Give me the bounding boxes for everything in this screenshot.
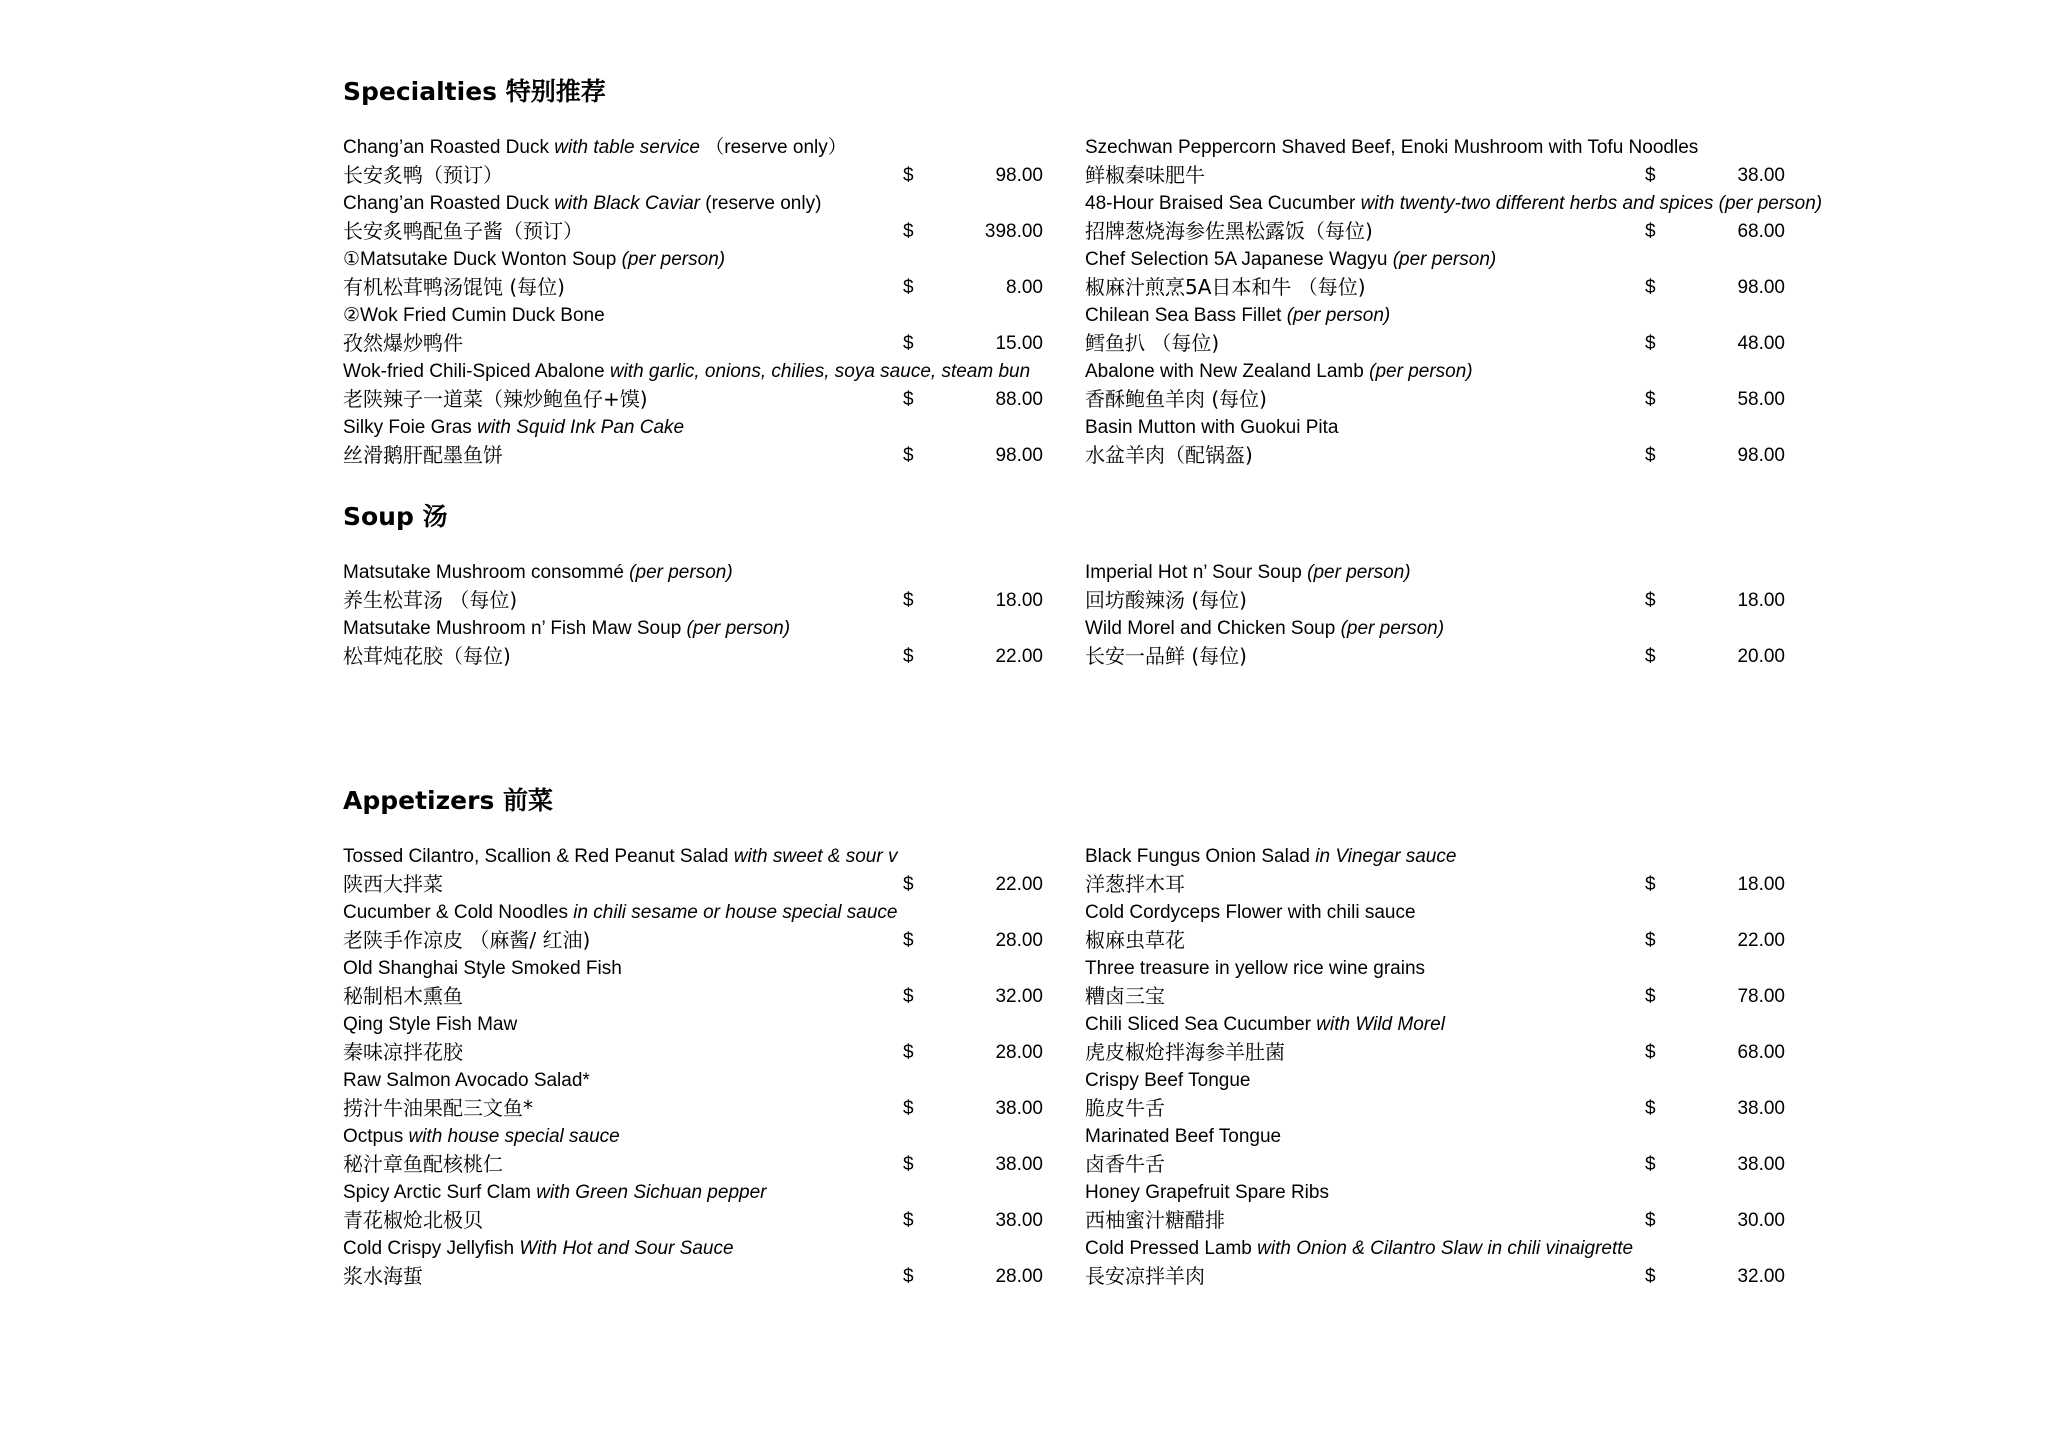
item-name: Cold Cordyceps Flower with chili sauce xyxy=(1085,902,1416,923)
item-english-line xyxy=(343,617,790,641)
item-price: 28.00 xyxy=(995,1042,1043,1063)
item-english-line xyxy=(343,1013,517,1037)
appetizers-left-column xyxy=(343,845,1103,1293)
item-english-line xyxy=(1085,360,1473,384)
item-name: Black Fungus Onion Salad xyxy=(1085,846,1310,867)
item-chinese-name: 长安炙鸭配鱼子酱（预订） xyxy=(343,219,583,243)
item-chinese-name: 長安凉拌羊肉 xyxy=(1085,1264,1205,1288)
item-price: 32.00 xyxy=(995,986,1043,1007)
item-name: ②Wok Fried Cumin Duck Bone xyxy=(343,305,605,326)
currency-symbol: $ xyxy=(1645,1210,1656,1231)
item-name: Cucumber & Cold Noodles xyxy=(343,902,568,923)
item-chinese-name: 虎皮椒炝拌海参羊肚菌 xyxy=(1085,1040,1285,1064)
item-english-line xyxy=(343,248,725,272)
item-english-line xyxy=(1085,1069,1250,1093)
item-name: Honey Grapefruit Spare Ribs xyxy=(1085,1182,1329,1203)
item-english-line xyxy=(343,561,733,585)
item-description: (per person) xyxy=(621,249,726,270)
soup-title: Soup 汤 xyxy=(343,502,448,531)
specialties-right-column xyxy=(1085,136,1845,472)
menu-item xyxy=(343,1181,1103,1237)
item-description: with Squid Ink Pan Cake xyxy=(477,417,685,438)
menu-item xyxy=(343,248,1103,304)
menu-item xyxy=(343,192,1103,248)
item-description: (per person) xyxy=(1307,562,1411,583)
currency-symbol: $ xyxy=(903,1154,914,1175)
currency-symbol: $ xyxy=(1645,874,1656,895)
item-price: 18.00 xyxy=(995,590,1043,611)
item-chinese-name: 孜然爆炒鸭件 xyxy=(343,331,463,355)
item-price: 398.00 xyxy=(984,221,1043,242)
item-name: Szechwan Peppercorn Shaved Beef, Enoki Mushroom with Tofu Noodles xyxy=(1085,137,1699,158)
currency-symbol: $ xyxy=(903,165,914,186)
item-chinese-name: 椒麻汁煎烹5A日本和牛 （每位) xyxy=(1085,275,1366,299)
item-chinese-name: 老陕手作凉皮 （麻酱/ 红油) xyxy=(343,928,591,952)
item-chinese-name: 招牌葱烧海参佐黑松露饭（每位) xyxy=(1085,219,1373,243)
menu-item xyxy=(343,1125,1103,1181)
currency-symbol: $ xyxy=(903,1266,914,1287)
currency-symbol: $ xyxy=(1645,646,1656,667)
currency-symbol: $ xyxy=(1645,165,1656,186)
item-description: with Onion & Cilantro Slaw in chili vinaigrette xyxy=(1257,1238,1634,1259)
item-name: Chang’an Roasted Duck xyxy=(343,137,549,158)
item-name: 48-Hour Braised Sea Cucumber xyxy=(1085,193,1356,214)
menu-item xyxy=(343,1237,1103,1293)
currency-symbol: $ xyxy=(1645,445,1656,466)
item-price: 38.00 xyxy=(1737,1154,1785,1175)
item-description: (per person) xyxy=(1286,305,1391,326)
item-english-line xyxy=(343,360,1031,384)
item-english-line xyxy=(343,416,684,440)
item-price: 18.00 xyxy=(1737,590,1785,611)
soup-right-column xyxy=(1085,561,1845,673)
currency-symbol: $ xyxy=(1645,1042,1656,1063)
item-description: with Wild Morel xyxy=(1316,1014,1445,1035)
item-chinese-name: 西柚蜜汁糖醋排 xyxy=(1085,1208,1225,1232)
item-name: Silky Foie Gras xyxy=(343,417,472,438)
item-english-line xyxy=(343,304,605,328)
item-price: 8.00 xyxy=(1006,277,1043,298)
menu-item xyxy=(343,561,1103,617)
item-english-line xyxy=(343,136,847,160)
menu-item xyxy=(1085,1013,1845,1069)
menu-item xyxy=(343,416,1103,472)
item-price: 98.00 xyxy=(1737,277,1785,298)
currency-symbol: $ xyxy=(1645,1266,1656,1287)
menu-item xyxy=(1085,1125,1845,1181)
menu-item xyxy=(1085,1237,1845,1293)
item-chinese-name: 有机松茸鸭汤馄饨 (每位) xyxy=(343,275,565,299)
item-name: ①Matsutake Duck Wonton Soup xyxy=(343,249,617,270)
item-english-line xyxy=(343,1069,590,1093)
item-name: Qing Style Fish Maw xyxy=(343,1014,518,1035)
currency-symbol: $ xyxy=(903,874,914,895)
item-price: 38.00 xyxy=(1737,165,1785,186)
item-name: Matsutake Mushroom consommé xyxy=(343,562,624,583)
item-price: 38.00 xyxy=(995,1210,1043,1231)
menu-item xyxy=(1085,901,1845,957)
item-description: with garlic, onions, chilies, soya sauce, steam bun xyxy=(609,361,1031,382)
item-english-line xyxy=(1085,1237,1633,1261)
item-description: (per person) xyxy=(686,618,791,639)
item-name: Chef Selection 5A Japanese Wagyu xyxy=(1085,249,1388,270)
menu-item xyxy=(1085,845,1845,901)
currency-symbol: $ xyxy=(1645,986,1656,1007)
item-english-line xyxy=(343,957,622,981)
item-price: 30.00 xyxy=(1737,1210,1785,1231)
item-price: 58.00 xyxy=(1737,389,1785,410)
item-name: Chilean Sea Bass Fillet xyxy=(1085,305,1282,326)
item-name: Spicy Arctic Surf Clam xyxy=(343,1182,531,1203)
item-chinese-name: 秘制梠木熏鱼 xyxy=(343,984,463,1008)
item-english-line xyxy=(1085,901,1416,925)
item-english-line xyxy=(1085,1125,1281,1149)
item-chinese-name: 回坊酸辣汤 (每位) xyxy=(1085,588,1247,612)
item-english-line xyxy=(343,1125,620,1149)
item-english-line xyxy=(1085,1013,1445,1037)
menu-item xyxy=(1085,957,1845,1013)
item-chinese-name: 捞汁牛油果配三文鱼* xyxy=(343,1096,533,1120)
item-name: Chili Sliced Sea Cucumber xyxy=(1085,1014,1311,1035)
item-chinese-name: 椒麻虫草花 xyxy=(1085,928,1185,952)
menu-item xyxy=(343,1013,1103,1069)
menu-item xyxy=(343,901,1103,957)
item-name: Wild Morel and Chicken Soup xyxy=(1085,618,1336,639)
item-note: （reserve only） xyxy=(705,137,847,158)
item-english-line xyxy=(343,192,821,216)
soup-left-column xyxy=(343,561,1103,673)
menu-item xyxy=(1085,360,1845,416)
item-name: Chang’an Roasted Duck xyxy=(343,193,549,214)
item-chinese-name: 鳕鱼扒 （每位) xyxy=(1085,331,1220,355)
item-english-line xyxy=(1085,192,1822,216)
menu-item xyxy=(343,360,1103,416)
item-chinese-name: 洋葱拌木耳 xyxy=(1085,872,1185,896)
currency-symbol: $ xyxy=(1645,1098,1656,1119)
currency-symbol: $ xyxy=(1645,221,1656,242)
item-english-line xyxy=(1085,416,1338,440)
currency-symbol: $ xyxy=(903,389,914,410)
menu-item xyxy=(343,136,1103,192)
item-english-line xyxy=(343,901,896,925)
item-name: Raw Salmon Avocado Salad* xyxy=(343,1070,590,1091)
item-chinese-name: 养生松茸汤 （每位) xyxy=(343,588,518,612)
currency-symbol: $ xyxy=(903,930,914,951)
currency-symbol: $ xyxy=(903,221,914,242)
specialties-left-column xyxy=(343,136,1103,472)
item-chinese-name: 浆水海蜇 xyxy=(343,1264,423,1288)
item-name: Three treasure in yellow rice wine grains xyxy=(1085,958,1426,979)
specialties-title: Specialties 特别推荐 xyxy=(343,77,606,106)
currency-symbol: $ xyxy=(1645,277,1656,298)
item-name: Abalone with New Zealand Lamb xyxy=(1085,361,1364,382)
menu-item xyxy=(1085,416,1845,472)
menu-item xyxy=(1085,617,1845,673)
item-description: in Vinegar sauce xyxy=(1315,846,1457,867)
item-description: with table service xyxy=(554,137,700,158)
appetizers-title: Appetizers 前菜 xyxy=(343,786,554,815)
currency-symbol: $ xyxy=(903,333,914,354)
item-price: 48.00 xyxy=(1737,333,1785,354)
item-price: 38.00 xyxy=(995,1098,1043,1119)
item-chinese-name: 陕西大拌菜 xyxy=(343,872,443,896)
item-chinese-name: 丝滑鹅肝配墨鱼饼 xyxy=(343,443,503,467)
item-price: 28.00 xyxy=(995,930,1043,951)
item-english-line xyxy=(1085,1181,1329,1205)
item-description: with twenty-two different herbs and spices (per person) xyxy=(1360,193,1823,214)
item-english-line xyxy=(1085,957,1425,981)
item-price: 98.00 xyxy=(1737,445,1785,466)
menu-item xyxy=(343,1069,1103,1125)
item-description: in chili sesame or house special sauce xyxy=(573,902,898,923)
item-price: 38.00 xyxy=(995,1154,1043,1175)
currency-symbol: $ xyxy=(1645,333,1656,354)
menu-item xyxy=(1085,248,1845,304)
item-chinese-name: 老陕辣子一道菜（辣炒鲍鱼仔+馍) xyxy=(343,387,648,411)
item-price: 15.00 xyxy=(995,333,1043,354)
item-description: with Green Sichuan pepper xyxy=(536,1182,767,1203)
menu-item xyxy=(1085,1181,1845,1237)
item-price: 20.00 xyxy=(1737,646,1785,667)
item-english-line xyxy=(1085,617,1444,641)
item-english-line xyxy=(343,845,896,869)
item-chinese-name: 卤香牛舌 xyxy=(1085,1152,1165,1176)
currency-symbol: $ xyxy=(903,590,914,611)
item-chinese-name: 青花椒炝北极贝 xyxy=(343,1208,483,1232)
item-english-line xyxy=(343,1237,734,1261)
item-chinese-name: 秘汁章鱼配核桃仁 xyxy=(343,1152,503,1176)
item-price: 22.00 xyxy=(995,874,1043,895)
item-price: 78.00 xyxy=(1737,986,1785,1007)
item-name: Cold Crispy Jellyfish xyxy=(343,1238,515,1259)
currency-symbol: $ xyxy=(1645,389,1656,410)
currency-symbol: $ xyxy=(1645,590,1656,611)
currency-symbol: $ xyxy=(903,646,914,667)
currency-symbol: $ xyxy=(903,1098,914,1119)
item-name: Imperial Hot n’ Sour Soup xyxy=(1085,562,1302,583)
item-chinese-name: 松茸炖花胶（每位) xyxy=(343,644,511,668)
menu-item xyxy=(1085,192,1845,248)
item-english-line xyxy=(1085,248,1496,272)
menu-item xyxy=(343,957,1103,1013)
item-price: 28.00 xyxy=(995,1266,1043,1287)
item-price: 22.00 xyxy=(995,646,1043,667)
item-chinese-name: 长安一品鲜 (每位) xyxy=(1085,644,1247,668)
item-english-line xyxy=(1085,845,1456,869)
menu-item xyxy=(1085,561,1845,617)
item-price: 98.00 xyxy=(995,445,1043,466)
item-english-line xyxy=(1085,136,1698,160)
item-chinese-name: 水盆羊肉（配锅盔) xyxy=(1085,443,1253,467)
item-chinese-name: 糟卤三宝 xyxy=(1085,984,1165,1008)
menu-item xyxy=(1085,136,1845,192)
item-chinese-name: 秦味凉拌花胶 xyxy=(343,1040,463,1064)
item-description: (per person) xyxy=(1392,249,1497,270)
item-chinese-name: 鲜椒秦味肥牛 xyxy=(1085,163,1205,187)
item-price: 22.00 xyxy=(1737,930,1785,951)
item-description: with house special sauce xyxy=(408,1126,620,1147)
item-name: Octpus xyxy=(343,1126,404,1147)
item-chinese-name: 脆皮牛舌 xyxy=(1085,1096,1165,1120)
item-description: (per person) xyxy=(629,562,733,583)
item-name: Wok-fried Chili-Spiced Abalone xyxy=(343,361,605,382)
currency-symbol: $ xyxy=(1645,1154,1656,1175)
item-description: (per person) xyxy=(1369,361,1473,382)
item-name: Crispy Beef Tongue xyxy=(1085,1070,1251,1091)
item-price: 68.00 xyxy=(1737,221,1785,242)
currency-symbol: $ xyxy=(903,445,914,466)
item-name: Marinated Beef Tongue xyxy=(1085,1126,1282,1147)
menu-item xyxy=(1085,304,1845,360)
item-description: With Hot and Sour Sauce xyxy=(519,1238,734,1259)
item-name: Old Shanghai Style Smoked Fish xyxy=(343,958,622,979)
item-description: (per person) xyxy=(1340,618,1445,639)
item-name: Basin Mutton with Guokui Pita xyxy=(1085,417,1339,438)
item-description: with sweet & sour v xyxy=(733,846,898,867)
item-english-line xyxy=(1085,304,1390,328)
currency-symbol: $ xyxy=(903,277,914,298)
currency-symbol: $ xyxy=(903,1042,914,1063)
item-english-line xyxy=(343,1181,766,1205)
menu-item xyxy=(343,617,1103,673)
item-english-line xyxy=(1085,561,1411,585)
item-price: 18.00 xyxy=(1737,874,1785,895)
item-price: 38.00 xyxy=(1737,1098,1785,1119)
item-name: Matsutake Mushroom n’ Fish Maw Soup xyxy=(343,618,682,639)
item-name: Tossed Cilantro, Scallion & Red Peanut Salad xyxy=(343,846,729,867)
item-note: (reserve only) xyxy=(705,193,822,214)
item-name: Cold Pressed Lamb xyxy=(1085,1238,1252,1259)
appetizers-right-column xyxy=(1085,845,1845,1293)
item-price: 88.00 xyxy=(995,389,1043,410)
item-description: with Black Caviar xyxy=(554,193,700,214)
item-price: 32.00 xyxy=(1737,1266,1785,1287)
item-chinese-name: 长安炙鸭（预订） xyxy=(343,163,503,187)
item-price: 98.00 xyxy=(995,165,1043,186)
menu-item xyxy=(343,845,1103,901)
item-chinese-name: 香酥鲍鱼羊肉 (每位) xyxy=(1085,387,1267,411)
currency-symbol: $ xyxy=(1645,930,1656,951)
item-price: 68.00 xyxy=(1737,1042,1785,1063)
currency-symbol: $ xyxy=(903,986,914,1007)
currency-symbol: $ xyxy=(903,1210,914,1231)
menu-item xyxy=(1085,1069,1845,1125)
menu-item xyxy=(343,304,1103,360)
